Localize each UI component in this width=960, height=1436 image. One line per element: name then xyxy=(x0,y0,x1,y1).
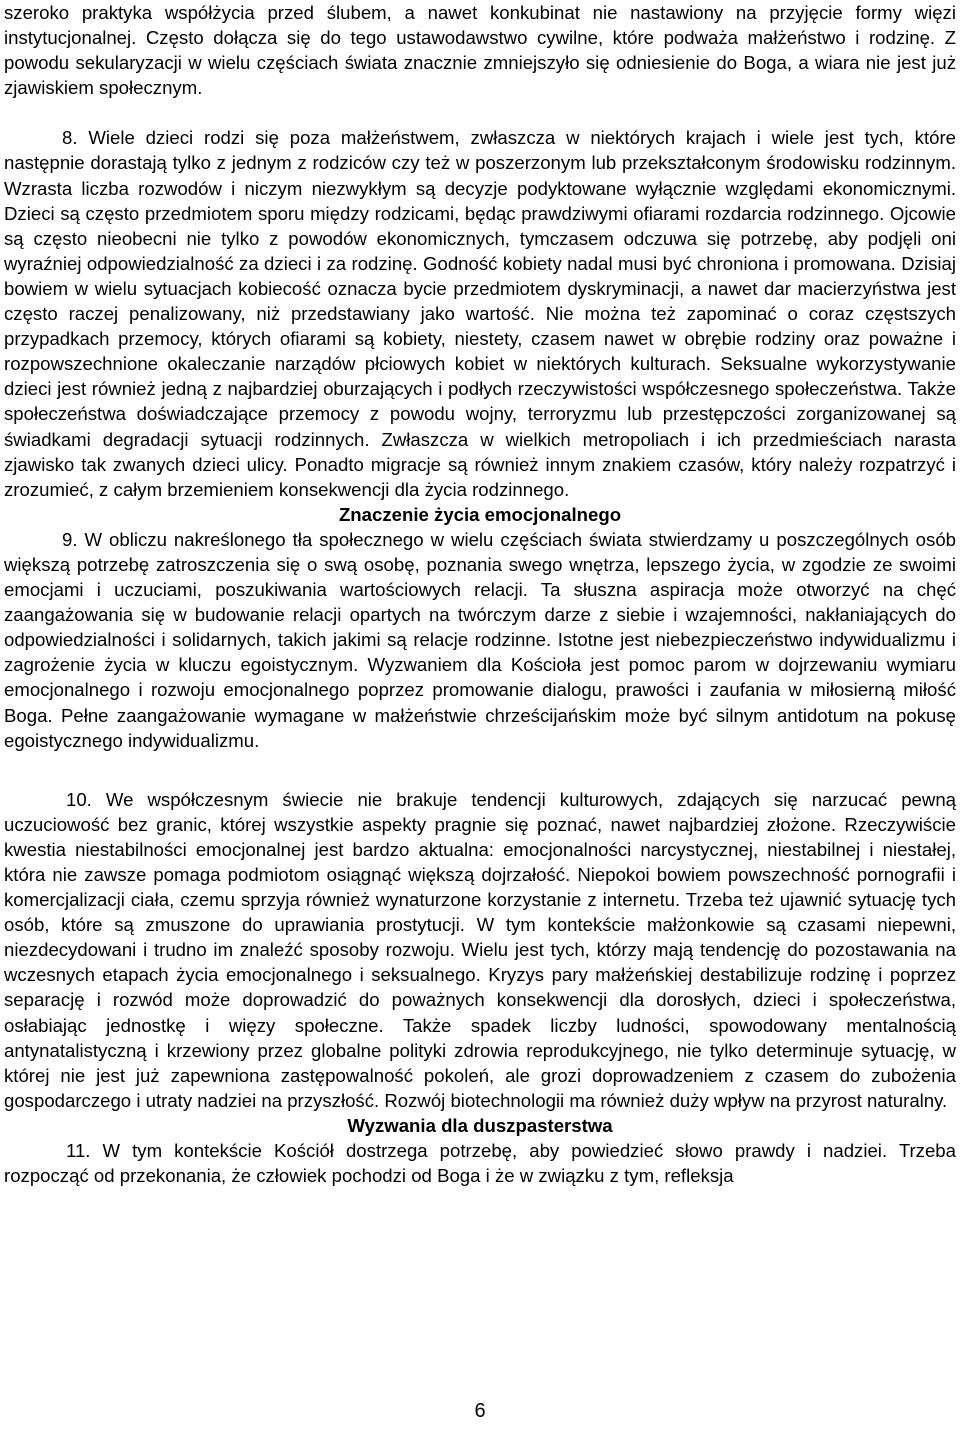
section-heading-emotional-life: Znaczenie życia emocjonalnego xyxy=(338,503,622,525)
paragraph-10: 10. We współczesnym świecie nie brakuje tendencji kulturowych, zdających się narzucać pewną uczuciowość bez granic, której wszystkie aspekty pragnie się poznać, nawet najbardziej złożone. Rzeczywiście kwestia niestabilności emocjonalnej jest bardzo aktualna: emocjonalności narcystycznej, niestabilnej i niestałej, która nie zawsze pomaga podmiotom osiągnąć większą dojrzałość. Niepokoi bowiem powszechność pornografii i komercjalizacji ciała, czemu sprzyja również wynaturzone korzystanie z internetu. Trzeba też ujawnić sytuację tych osób, które są zmuszone do uprawiania prostytucji. W tym kontekście małżonkowie są czasami niepewni, niezdecydowani i trudno im znaleźć sposoby rozwoju. Wielu jest tych, którzy mają tendencję do pozostawania na wczesnych etapach życia emocjonalnego i seksualnego. Kryzys pary małżeńskiej destabilizuje rodzinę i poprzez separację i rozwód może doprowadzić do poważnych konsekwencji dla dorosłych, dzieci i społeczeństwa, osłabiając jednostkę i więzy społeczne. Także spadek liczby ludności, spowodowany mentalnością antynatalistyczną i krzewiony przez globalne polityki zdrowia reprodukcyjnego, nie tylko determinuje sytuację, w której nie jest już zapewniona zastępowalność pokoleń, ale grozi doprowadzeniem z czasem do zubożenia gospodarczego i utraty nadziei na przyszłość. Rozwój biotechnologii ma również duży wpływ na przyrost naturalny. xyxy=(4,788,956,1111)
paragraph-11: 11. W tym kontekście Kościół dostrzega potrzebę, aby powiedzieć słowo prawdy i nadziei. Trzeba rozpocząć od przekonania, że człowiek pochodzi od Boga i że w związku z tym, refleksja xyxy=(4,1140,956,1187)
document-page xyxy=(4,0,956,1188)
section-heading-pastoral-challenges: Wyzwania dla duszpasterstwa xyxy=(347,1114,613,1136)
paragraph-9: 9. W obliczu nakreślonego tła społecznego w wielu częściach świata stwierdzamy u poszczególnych osób większą potrzebę zatroszczenia się o swą osobę, poznania swego wnętrza, lepszego życia, w zgodzie ze swoimi emocjami i uczuciami, poszukiwania wartościowych relacji. Ta słuszna aspiracja może otworzyć na chęć zaangażowania się w budowanie relacji opartych na twórczym darze z siebie i wzajemności, nakłaniających do odpowiedzialności i solidarnych, takich jakimi są relacje rodzinne. Istotne jest niebezpieczeństwo indywidualizmu i zagrożenie życia w kluczu egoistycznym. Wyzwaniem dla Kościoła jest pomoc parom w dojrzewaniu wymiaru emocjonalnego i rozwoju emocjonalnego poprzez promowanie dialogu, prawości i zaufania w miłosierną miłość Boga. Pełne zaangażowanie wymagane w małżeństwie chrześcijańskim może być silnym antidotum na pokusę egoistycznego indywidualizmu. xyxy=(4,528,956,751)
paragraph-intro: szeroko praktyka współżycia przed ślubem, a nawet konkubinat nie nastawiony na przyjęcie formy więzi instytucjonalnej. Często dołącza się do tego ustawodawstwo cywilne, które podważa małżeństwo i rodzinę. Z powodu sekularyzacji w wielu częściach świata znacznie zmniejszyło się odniesienie do Boga, a wiara nie jest już zjawiskiem społecznym. xyxy=(4,2,956,99)
paragraph-8: 8. Wiele dzieci rodzi się poza małżeństwem, zwłaszcza w niektórych krajach i wiele jest tych, które następnie dorastają tylko z jednym z rodziców czy też w poszerzonym lub przekształconym środowisku rodzinnym. Wzrasta liczba rozwodów i niczym niezwykłym są decyzje podyktowane wyłącznie względami ekonomicznymi. Dzieci są często przedmiotem sporu między rodzicami, będąc prawdziwymi ofiarami rozdarcia rodzinnego. Ojcowie są często nieobecni nie tylko z powodów ekonomicznych, tymczasem odczuwa się potrzebę, aby podjęli oni wyraźniej odpowiedzialność za dzieci i za rodzinę. Godność kobiety nadal musi być chroniona i promowana. Dzisiaj bowiem w wielu sytuacjach kobiecość oznacza bycie przedmiotem dyskryminacji, a nawet dar macierzyństwa jest często raczej penalizowany, niż przedstawiany jako wartość. Nie można też zapominać o coraz częstszych przypadkach przemocy, których ofiarami są kobiety, niestety, czasem nawet w obrębie rodziny oraz poważne i rozpowszechnione okaleczanie narządów płciowych kobiet w niektórych kulturach. Seksualne wykorzystywanie dzieci jest również jedną z najbardziej oburzających i podłych rzeczywistości współczesnego społeczeństwa. Także społeczeństwa doświadczające przemocy z powodu wojny, terroryzmu lub przestępczości zorganizowanej są świadkami degradacji sytuacji rodzinnych. Zwłaszcza w wielkich metropoliach i ich przedmieściach narasta zjawisko tak zwanych dzieci ulicy. Ponadto migracje są również innym znakiem czasów, który należy rozpatrzyć i zrozumieć, z całym brzemieniem konsekwencji dla życia rodzinnego. xyxy=(4,127,956,500)
page-number: 6 xyxy=(474,1400,486,1422)
